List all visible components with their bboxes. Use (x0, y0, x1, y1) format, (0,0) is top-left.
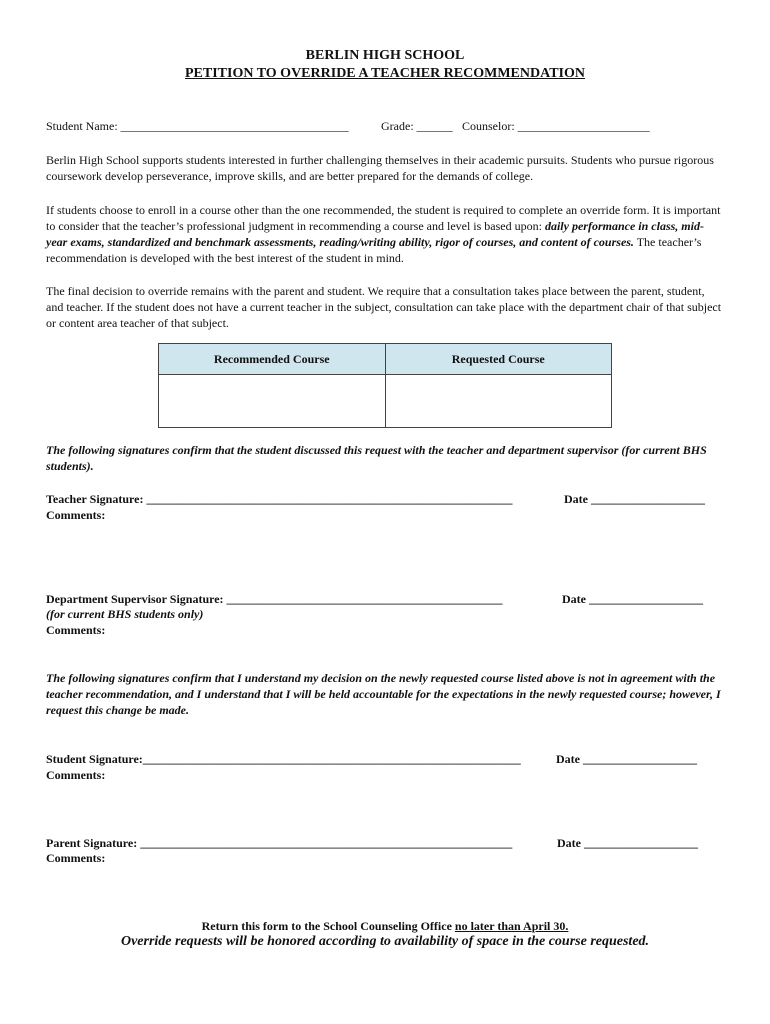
return-text: Return this form to the School Counseling Office (201, 919, 455, 933)
recommended-course-cell[interactable] (159, 375, 386, 428)
teacher-comments-label: Comments: (46, 508, 106, 522)
student-name-field[interactable]: Student Name: ______________________________________ (46, 119, 349, 133)
teacher-date-line[interactable]: Date ___________________ (564, 492, 705, 506)
confirm-student-statement: The following signatures confirm that I understand my decision on the newly requested course listed above is not in agreement with the teacher recommendation, and I understand that I will be held accountable for the expectations in the newly requested course; however, I request this change be made. (46, 671, 721, 717)
override-text-c: The teacher’s recommendation is developed with the best interest of the student in mind. (46, 235, 702, 265)
confirm-teacher-statement: The following signatures confirm that the student discussed this request with the teacher and department supervisor (for current BHS students). (46, 443, 707, 473)
parent-comments-label: Comments: (46, 851, 106, 865)
deadline-text: no later than April 30. (454, 919, 569, 933)
parent-date-line[interactable]: Date ___________________ (557, 836, 698, 850)
supervisor-date-line[interactable]: Date ___________________ (562, 592, 703, 606)
course-table (158, 343, 612, 428)
requested-course-cell[interactable] (385, 375, 612, 428)
student-signature-line[interactable]: Student Signature:_______________________________________________________________ (46, 752, 521, 766)
school-name: BERLIN HIGH SCHOOL (305, 48, 465, 63)
requested-course-header: Requested Course (385, 344, 612, 375)
return-instruction (0, 919, 770, 934)
grade-field[interactable]: Grade: ______ (381, 119, 453, 133)
override-text-a: If students choose to enroll in a course other than the one recommended, the student is required to complete an override form. It is important to consider that the teacher’s professional judgment in recommending a course and level is based upon: (46, 203, 721, 233)
supervisor-comments-label: Comments: (46, 623, 106, 637)
criteria-text: daily performance in class, mid-year exams, standardized and benchmark assessments, reading/writing ability, rigor of courses, and content of courses. (46, 219, 704, 249)
student-date-line[interactable]: Date ___________________ (556, 752, 697, 766)
parent-signature-line[interactable]: Parent Signature: ______________________________________________________________ (46, 836, 513, 850)
supervisor-signature-line[interactable]: Department Supervisor Signature: ______________________________________________ (46, 592, 503, 606)
supervisor-note: (for current BHS students only) (46, 607, 204, 621)
decision-paragraph: The final decision to override remains with the parent and student. We require that a consultation takes place between the parent, student, and teacher. If the student does not have a current teacher in the subject, consultation can take place with the department chair of that subject or content area teacher of that subject. (46, 284, 722, 330)
form-title-text: PETITION TO OVERRIDE A TEACHER RECOMMENDATION (185, 66, 585, 81)
override-paragraph (46, 202, 724, 266)
availability-note: Override requests will be honored according to availability of space in the course requested. (120, 934, 650, 949)
form-title (0, 66, 770, 82)
intro-paragraph: Berlin High School supports students interested in further challenging themselves in their academic pursuits. Students who pursue rigorous coursework develop perseverance, improve skills, and are better prepared for the demands of college. (46, 153, 714, 183)
recommended-course-header: Recommended Course (159, 344, 386, 375)
student-comments-label: Comments: (46, 768, 106, 782)
counselor-field[interactable]: Counselor: ______________________ (462, 119, 650, 133)
teacher-signature-line[interactable]: Teacher Signature: _____________________________________________________________ (46, 492, 513, 506)
